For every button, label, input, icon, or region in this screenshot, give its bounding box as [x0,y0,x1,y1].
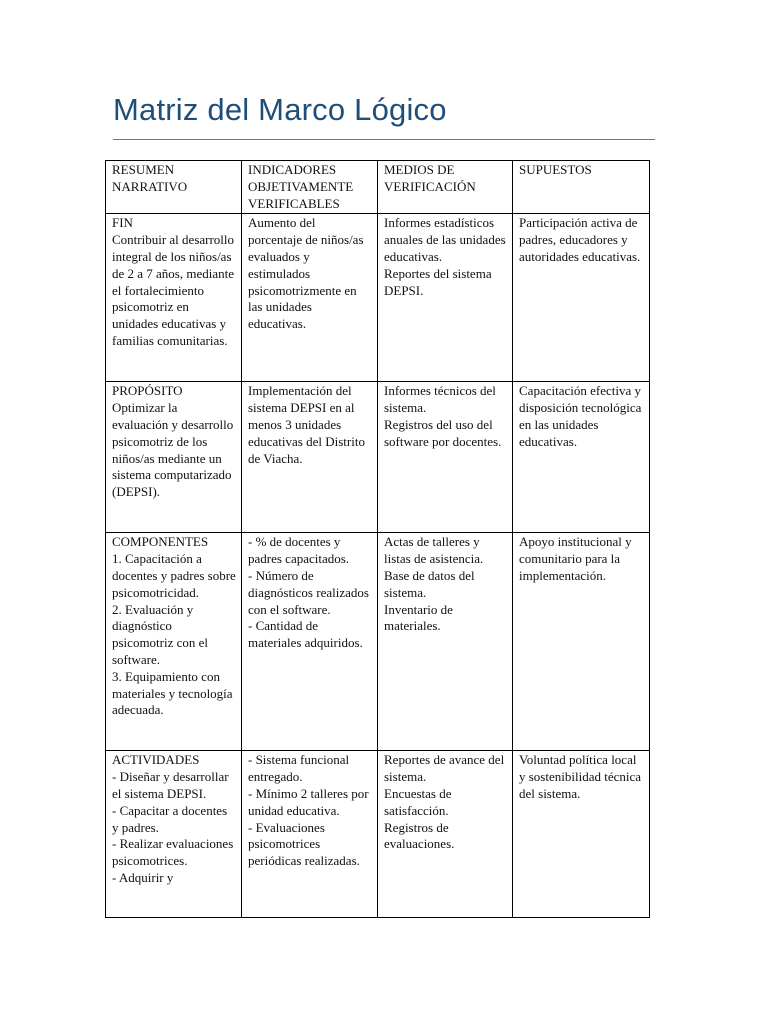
table-row-actividades [106,751,650,918]
table-cell: Capacitación efectiva y disposición tecnológica en las unidades educativas. [513,382,650,533]
page-title: Matriz del Marco Lógico [113,92,447,127]
table-cell: - Sistema funcional entregado. - Mínimo 2 talleres por unidad educativa. - Evaluaciones psicomotrices periódicas realizadas. [242,751,378,918]
table-cell: PROPÓSITO Optimizar la evaluación y desarrollo psicomotriz de los niños/as mediante un sistema computarizado (DEPSI). [106,382,242,533]
table-cell: Aumento del porcentaje de niños/as evaluados y estimulados psicomotrizmente en las unidades educativas. [242,214,378,382]
header-medios-verificacion: MEDIOS DE VERIFICACIÓN [378,161,513,214]
table-cell: Voluntad política local y sostenibilidad técnica del sistema. [513,751,650,918]
table-cell: Informes técnicos del sistema. Registros del uso del software por docentes. [378,382,513,533]
table-cell: Reportes de avance del sistema. Encuestas de satisfacción. Registros de evaluaciones. [378,751,513,918]
header-resumen-narrativo: RESUMEN NARRATIVO [106,161,242,214]
logical-framework-table [105,160,650,918]
table-row-fin [106,214,650,382]
table-cell: - % de docentes y padres capacitados. - Número de diagnósticos realizados con el software. - Cantidad de materiales adquiridos. [242,533,378,751]
table-row-proposito [106,382,650,533]
table-cell: Informes estadísticos anuales de las unidades educativas. Reportes del sistema DEPSI. [378,214,513,382]
header-supuestos: SUPUESTOS [513,161,650,214]
table-cell: COMPONENTES 1. Capacitación a docentes y padres sobre psicomotricidad. 2. Evaluación y diagnóstico psicomotriz con el software. 3. Equipamiento con materiales y tecnología adecuada. [106,533,242,751]
table-cell: Actas de talleres y listas de asistencia. Base de datos del sistema. Inventario de materiales. [378,533,513,751]
table-header-row [106,161,650,214]
title-underline [113,139,655,140]
table-cell: Participación activa de padres, educadores y autoridades educativas. [513,214,650,382]
table-row-componentes [106,533,650,751]
header-indicadores: INDICADORES OBJETIVAMENTE VERIFICABLES [242,161,378,214]
table-cell: ACTIVIDADES - Diseñar y desarrollar el sistema DEPSI. - Capacitar a docentes y padres. - Realizar evaluaciones psicomotrices. - Adquirir y [106,751,242,918]
table-cell: FIN Contribuir al desarrollo integral de los niños/as de 2 a 7 años, mediante el fortalecimiento psicomotriz en unidades educativas y familias comunitarias. [106,214,242,382]
table-cell: Apoyo institucional y comunitario para la implementación. [513,533,650,751]
table-cell: Implementación del sistema DEPSI en al menos 3 unidades educativas del Distrito de Viacha. [242,382,378,533]
